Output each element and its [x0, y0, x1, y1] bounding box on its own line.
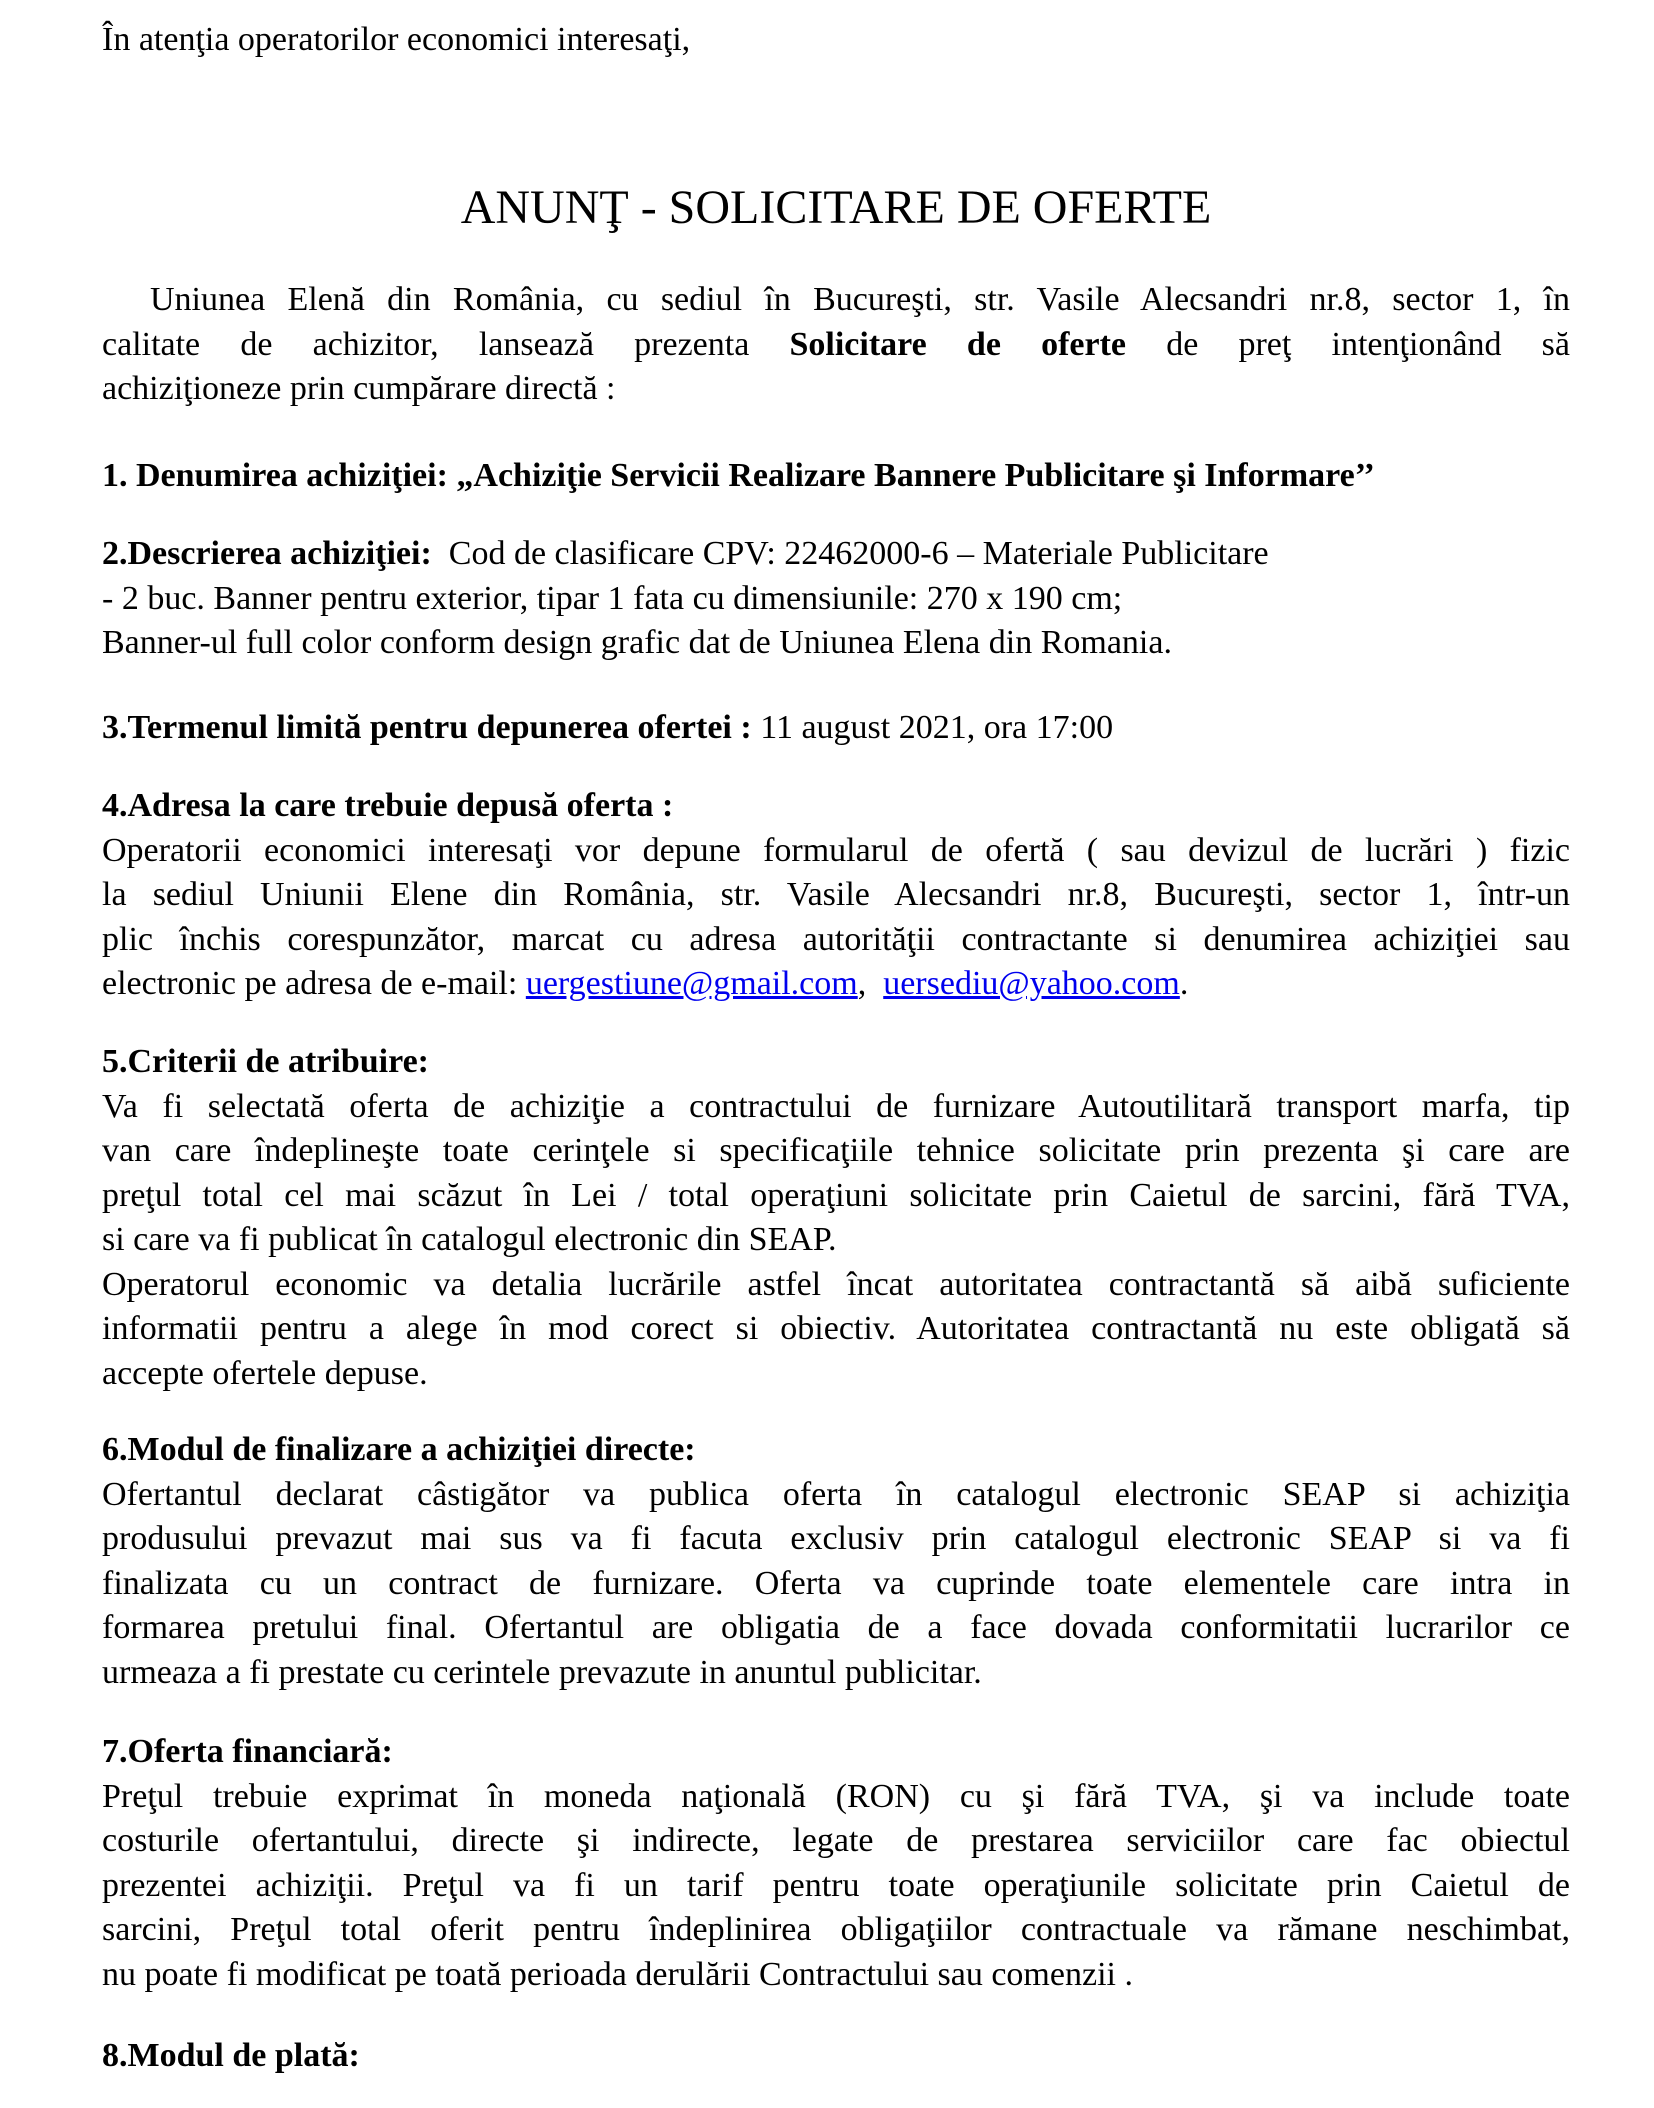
section-6-heading-line: [102, 1428, 1570, 1473]
section-5-line-6: informatii pentru a alege în mod corect si obiectiv. Autoritatea contractantă nu este obligată să: [102, 1310, 1570, 1347]
deadline-value: 11 august 2021, ora 17:00: [751, 709, 1114, 746]
section-3: [102, 706, 1570, 751]
section-5-line-7: accepte ofertele depuse.: [102, 1354, 428, 1392]
section-4-heading: 4.Adresa la care trebuie depusă oferta :: [102, 787, 674, 824]
solicitare-bold: Solicitare de oferte: [789, 325, 1127, 363]
section-6-line-1: Ofertantul declarat câstigător va publica oferta în catalogul electronic SEAP si achiziţia: [102, 1475, 1570, 1513]
section-7-heading: 7.Oferta financiară:: [102, 1733, 393, 1770]
section-5-line-3: preţul total cel mai scăzut în Lei / total operaţiuni solicitate prin Caietul de sarcini, fără TVA,: [102, 1176, 1570, 1214]
section-5-line-1: Va fi selectată oferta de achiziţie a contractului de furnizare Autoutilitară transport marfa, tip: [102, 1087, 1570, 1125]
section-4-line-2: la sediul Uniunii Elene din România, str. Vasile Alecsandri nr.8, Bucureşti, sector 1, într-un: [102, 876, 1570, 913]
section-8: [102, 2034, 1570, 2079]
section-1: [102, 454, 1570, 499]
section-2-heading: 2.Descrierea achiziţiei:: [102, 535, 432, 572]
section-7: [102, 1730, 1570, 1997]
section-5: [102, 1040, 1570, 1396]
intro-line-1: Uniunea Elenă din România, cu sediul în Bucureşti, str. Vasile Alecsandri nr.8, sector 1, în: [150, 281, 1570, 318]
email-link-sediu[interactable]: uersediu@yahoo.com: [883, 965, 1180, 1002]
cpv-code: Cod de clasificare CPV: 22462000-6 – Materiale Publicitare: [431, 535, 1269, 572]
section-7-line-5: nu poate fi modificat pe toată perioada derulării Contractului sau comenzii .: [102, 1955, 1133, 1993]
intro-line-2-post: de preţ intenţionând să: [1126, 325, 1570, 363]
section-3-heading: 3.Termenul limită pentru depunerea ofertei :: [102, 709, 752, 746]
section-5-heading: 5.Criterii de atribuire:: [102, 1043, 430, 1080]
document-title: ANUNŢ - SOLICITARE DE OFERTE: [460, 181, 1212, 234]
section-2-line-3: Banner-ul full color conform design grafic dat de Uniunea Elena din Romania.: [102, 624, 1172, 661]
section-6-line-2: produsului prevazut mai sus va fi facuta exclusiv prin catalogul electronic SEAP si va fi: [102, 1520, 1570, 1557]
section-6: [102, 1428, 1570, 1695]
section-8-heading: 8.Modul de plată:: [102, 2037, 360, 2074]
section-4-line-4: [102, 962, 1570, 1007]
section-7-line-1: Preţul trebuie exprimat în moneda naţională (RON) cu şi fără TVA, şi va include toate: [102, 1777, 1570, 1815]
section-4-heading-line: [102, 784, 1570, 829]
section-7-heading-line: [102, 1730, 1570, 1775]
section-7-line-4: sarcini, Preţul total oferit pentru îndeplinirea obligaţiilor contractuale va rămane neschimbat,: [102, 1911, 1570, 1948]
section-4: [102, 784, 1570, 1007]
section-7-line-2: costurile ofertantului, directe şi indirecte, legate de prestarea serviciilor care fac obiectul: [102, 1822, 1570, 1859]
section-2: [102, 532, 1570, 666]
intro-paragraph: [102, 278, 1570, 412]
section-7-line-3: prezentei achiziţii. Preţul va fi un tarif pentru toate operaţiunile solicitate prin Caietul de: [102, 1866, 1570, 1904]
section-6-heading: 6.Modul de finalizare a achiziţiei directe:: [102, 1431, 696, 1468]
section-5-line-5: Operatorul economic va detalia lucrările astfel încat autoritatea contractantă să aibă suficiente: [102, 1265, 1570, 1303]
section-5-line-2: van care îndeplineşte toate cerinţele si specificaţiile tehnice solicitate prin prezenta şi care are: [102, 1132, 1570, 1169]
email-end: .: [1179, 965, 1189, 1002]
section-4-line-3: plic închis corespunzător, marcat cu adresa autorităţii contractante si denumirea achiziţiei sau: [102, 920, 1570, 958]
section-6-line-3: finalizata cu un contract de furnizare. Oferta va cuprinde toate elementele care intra in: [102, 1564, 1570, 1602]
section-6-line-4: formarea pretului final. Ofertantul are obligatia de a face dovada conformitatii lucrarilor ce: [102, 1609, 1570, 1646]
section-3-line: [102, 706, 1570, 751]
intro-line-2: [102, 323, 1570, 368]
section-5-line-4: si care va fi publicat în catalogul electronic din SEAP.: [102, 1221, 837, 1258]
section-1-text: [102, 454, 1570, 499]
section-5-heading-line: [102, 1040, 1570, 1085]
email-separator: ,: [857, 965, 884, 1002]
email-intro: electronic pe adresa de e-mail:: [102, 965, 526, 1002]
intro-line-3: achiziţioneze prin cumpărare directă :: [102, 370, 616, 407]
section-2-line-1: [102, 532, 1570, 577]
intro-line-2-pre: calitate de achizitor, lansează prezenta: [102, 325, 790, 363]
section-4-line-1: Operatorii economici interesaţi vor depune formularul de ofertă ( sau devizul de lucrări ) fizic: [102, 831, 1570, 869]
section-2-line-2: - 2 buc. Banner pentru exterior, tipar 1 fata cu dimensiunile: 270 x 190 cm;: [102, 579, 1123, 617]
section-1-heading: 1. Denumirea achiziţiei: „Achiziţie Servicii Realizare Bannere Publicitare şi Informare’’: [102, 457, 1375, 494]
section-6-line-5: urmeaza a fi prestate cu cerintele prevazute in anuntul publicitar.: [102, 1653, 982, 1691]
section-8-heading-line: [102, 2034, 1570, 2079]
greeting-line: În atenţia operatorilor economici interesaţi,: [102, 21, 691, 58]
email-link-gestiune[interactable]: uergestiune@gmail.com: [525, 965, 858, 1002]
